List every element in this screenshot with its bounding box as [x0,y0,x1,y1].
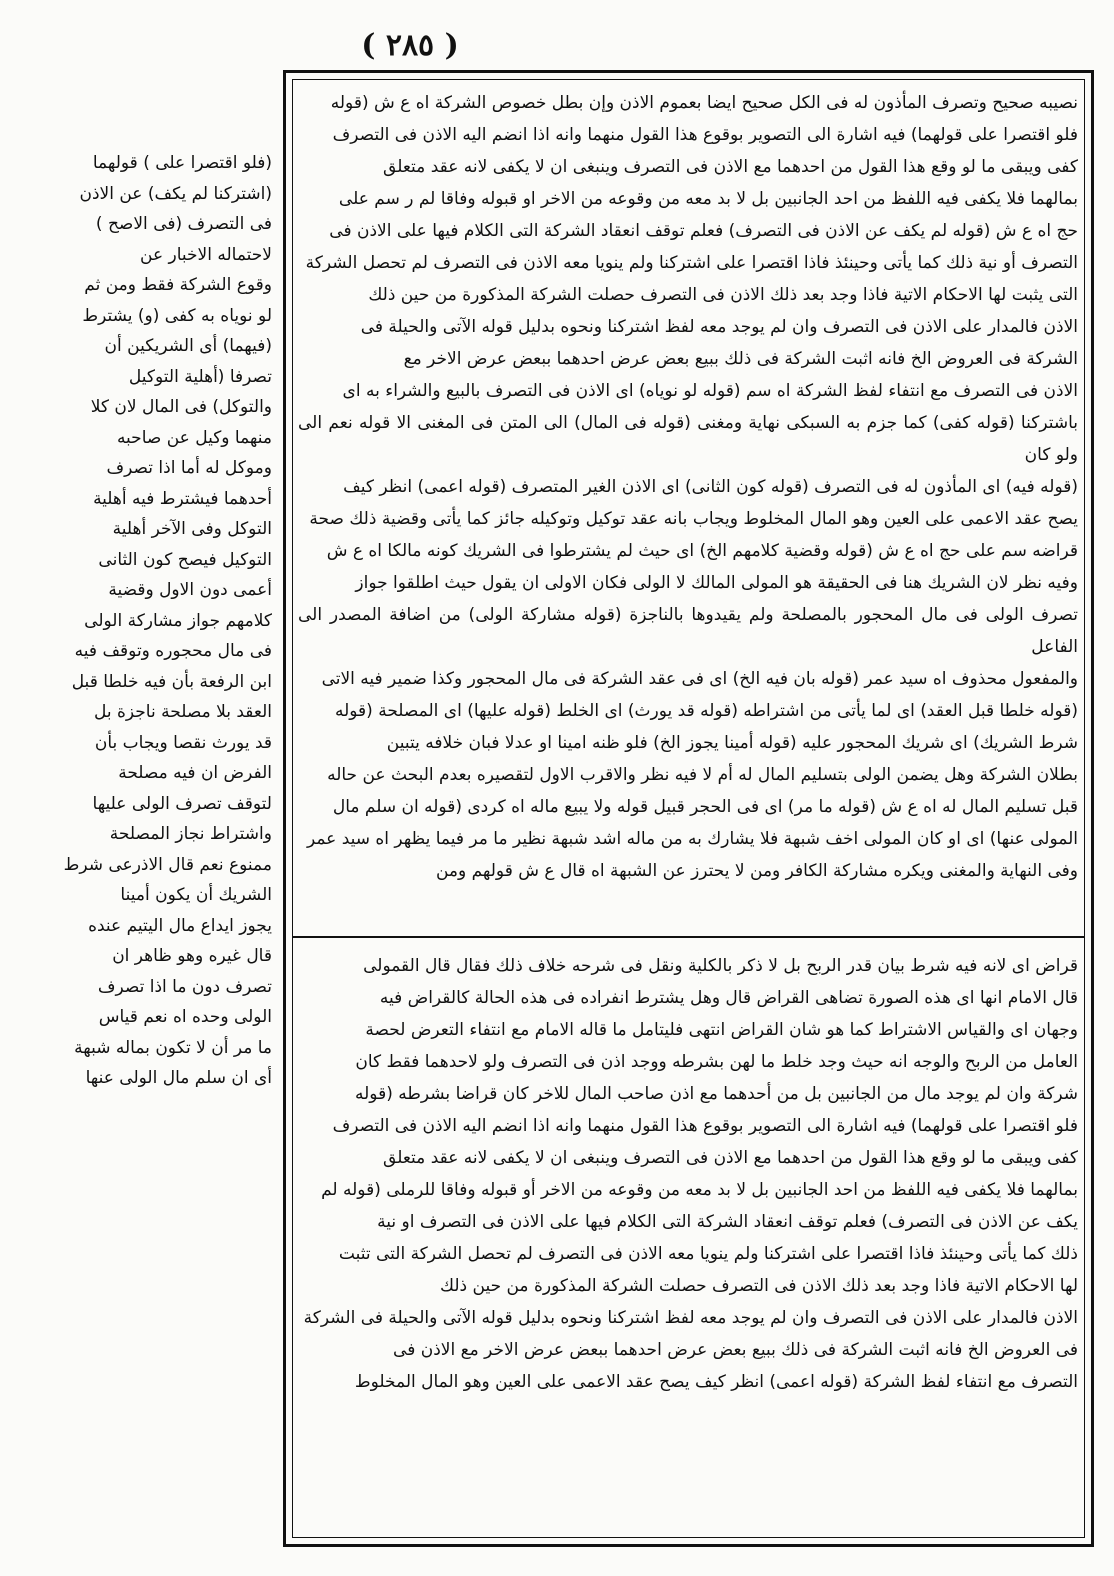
text-line: ذلك كما يأتى وحينئذ فاذا اقتصرا على اشتركنا ولم ينويا معه الاذن فى التصرف لم تحصل الشركة التى تثبت [338,1244,1078,1264]
text-line: تصرفا (أهلية التوكيل [128,366,272,387]
text-line: ممنوع نعم قال الاذرعى شرط [63,854,272,875]
text-line: واشتراط نجاز المصلحة [109,824,272,844]
text-line: بمالهما فلا يكفى فيه اللفظ من احد الجانبين بل لا بد معه من وقوعه من الاخر أو قبوله وفاقا للرملى (قوله لم [321,1180,1078,1200]
text-line: فلو اقتصرا على قولهما) فيه اشارة الى التصوير بوقوع هذا القول منهما وانه اذا انضم اليه الاذن فى التصرف [332,125,1078,145]
section-divider [293,936,1084,938]
text-line: التوكيل فيصح كون الثانى [98,549,272,570]
text-line: الاذن فى التصرف مع انتفاء لفظ الشركة اه سم (قوله لو نوياه) اى الاذن فى التصرف بالبيع والشراء به اى [342,381,1078,401]
main-commentary-upper [298,87,1078,932]
text-line: الاذن فالمدار على الاذن فى التصرف وان لم يوجد معه لفظ اشتركنا ونحوه بدليل قوله الآتى والحيلة فى [360,317,1078,337]
text-line: والمفعول محذوف اه سيد عمر (قوله بان فيه الخ) اى فى عقد الشركة فى مال المحجور وكذا ضمير فيه الاتى [321,669,1078,689]
text-line: الفرض ان فيه مصلحة [118,763,272,783]
text-line: تصرف الولى فى مال المحجور بالمصلحة ولم يقيدوها بالناجزة (قوله مشاركة الولى) من اضافة المصدر الى الفاعل [298,605,1078,657]
text-line: كلامهم جواز مشاركة الولى [84,610,272,631]
text-line: وموكل له أما اذا تصرف [106,458,272,478]
text-line: العقد بلا مصلحة ناجزة بل [94,702,272,722]
text-line: أى ان سلم مال الولى عنها [85,1068,272,1088]
text-line: التصرف مع انتفاء لفظ الشركة (قوله اعمى) انظر كيف يصح عقد الاعمى على العين وهو المال المخلوط [354,1372,1078,1392]
text-line: (فيهما) أى الشريكين أن [104,336,272,356]
text-line: وفى النهاية والمغنى ويكره مشاركة الكافر ومن لا يحترز عن الشبهة اه قال ع ش قولهم ومن [435,861,1078,881]
text-line: الشركة فى العروض الخ فانه اثبت الشركة فى ذلك ببيع بعض عرض احدهما ببعض عرض الاخر مع [403,349,1078,369]
text-line: الولى وحده اه نعم قياس [98,1007,272,1027]
text-line: قال غيره وهو ظاهر ان [112,946,272,966]
text-line: المولى عنها) اى او كان المولى اخف شبهة فلا يشارك به من ماله اشد شبهة نظير ما مر فيما يظهر اه سيد عمر [306,829,1078,849]
text-line: بطلان الشركة وهل يضمن الولى بتسليم المال له أم لا فيه نظر والاقرب الاول لتقصيره بعدم البحث عن حاله [327,765,1078,785]
text-line: نصيبه صحيح وتصرف المأذون له فى الكل صحيح ايضا بعموم الاذن وإن بطل خصوص الشركة اه ع ش (قوله [330,93,1078,113]
text-line: الشريك أن يكون أمينا [120,885,272,905]
text-line: ابن الرفعة بأن فيه خلطا قبل [71,671,272,692]
text-line: باشتركنا (قوله كفى) كما جزم به السبكى نهاية ومغنى (قوله فى المال) الى المتن فى المغنى الا قوله نعم الى ولو كان [298,413,1078,465]
text-line: التى يثبت لها الاحكام الاتية فاذا وجد بعد ذلك الاذن فى التصرف حصلت الشركة المذكورة من حين ذلك [368,285,1078,305]
text-line: قراضه سم على حج اه ع ش (قوله وقضية كلامهم الخ) اى حيث لم يشترطوا فى الشريك كونه مالكا اه ع ش [326,541,1078,561]
text-line: لتوقف تصرف الولى عليها [92,793,272,814]
text-line: كفى ويبقى ما لو وقع هذا القول من احدهما مع الاذن فى التصرف وينبغى ان لا يكفى لانه عقد متعلق [383,157,1078,177]
text-line: لها الاحكام الاتية فاذا وجد بعد ذلك الاذن فى التصرف حصلت الشركة المذكورة من حين ذلك [440,1276,1078,1296]
text-line: التوكل وفى الآخر أهلية [112,519,272,539]
text-line: أحدهما فيشترط فيه أهلية [93,488,272,509]
text-line: الاذن فالمدار على الاذن فى التصرف وان لم يوجد معه لفظ اشتركنا ونحوه بدليل قوله الآتى والحيلة فى الشركة [303,1308,1078,1328]
text-line: أعمى دون الاول وقضية [108,580,272,600]
text-line: يصح عقد الاعمى على العين وهو المال المخلوط ويجاب بانه عقد توكيل وتوكيله جائز كما يأتى وقضية ذلك صحة [309,509,1078,529]
text-line: قال الامام انها اى هذه الصورة تضاهى القراض قال وهل يشترط انفراده فى هذه الحالة كالقراض فيه [379,988,1078,1008]
text-line: حج اه ع ش (قوله لم يكف عن الاذن فى التصرف) فعلم توقف انعقاد الشركة التى الكلام فيها على الاذن فى [329,221,1078,241]
text-line: منهما وكيل عن صاحبه [116,427,272,448]
page-number: ( ٢٨٥ ) [361,28,459,63]
text-line: تصرف دون ما اذا تصرف [97,976,272,997]
text-line: فى مال محجوره وتوقف فيه [74,641,272,661]
text-line: وقوع الشركة فقط ومن ثم [84,275,272,295]
text-line: (اشتركنا لم يكف) عن الاذن [79,183,272,204]
text-line: فلو اقتصرا على قولهما) فيه اشارة الى التصوير بوقوع هذا القول منهما وانه اذا انضم اليه الاذن فى التصرف [332,1116,1078,1136]
text-line: التصرف أو نية ذلك كما يأتى وحينئذ فاذا اقتصرا على اشتركنا ولم ينويا معه الاذن فى التصرف لم تحصل الشركة [305,253,1078,273]
text-line: لو نوياه به كفى (و) يشترط [82,305,272,326]
text-line: قراض اى لانه فيه شرط بيان قدر الربح بل لا ذكر بالكلية ونقل فى شرحه خلاف ذلك فقال قال القمولى [363,956,1078,976]
text-line: شركة وان لم يوجد مال من الجانبين بل من أحدهما مع اذن صاحب المال للاخر كان قراضا بشرطه (قوله [355,1084,1078,1104]
text-line: كفى ويبقى ما لو وقع هذا القول من احدهما مع الاذن فى التصرف وينبغى ان لا يكفى لانه عقد متعلق [383,1148,1078,1168]
text-line: وجهان اى والقياس الاشتراط كما هو شان القراض انتهى فليتامل ما قاله الامام مع انتفاء التعرض لحصة [365,1020,1078,1040]
text-line: شرط الشريك) اى شريك المحجور عليه (قوله أمينا يجوز الخ) فلو ظنه امينا او عدلا فبان خلافه يتبين [386,733,1078,753]
text-line: فى التصرف (فى الاصح ) [95,214,272,234]
text-line: لاحتماله الاخبار عن [140,244,272,265]
text-line: قد يورث نقصا ويجاب بأن [94,732,272,753]
text-line: فى العروض الخ فانه اثبت الشركة فى ذلك ببيع بعض عرض احدهما ببعض عرض الاخر مع الاذن فى [393,1340,1078,1360]
margin-commentary [30,148,272,1428]
text-line: يكف عن الاذن فى التصرف) فعلم توقف انعقاد الشركة التى الكلام فيها على الاذن فى التصرف او نية [377,1212,1078,1232]
text-line: (قوله خلطا قبل العقد) اى لما يأتى من اشتراطه (قوله قد يورث) اى الخلط (قوله عليها) اى المصلحة (قوله [334,701,1078,721]
text-line: بمالهما فلا يكفى فيه اللفظ من احد الجانبين بل لا بد معه من وقوعه من الاخر او قبوله وفاقا لم ر سم على [338,189,1078,209]
main-commentary-lower [298,950,1078,1530]
text-line: قبل تسليم المال له اه ع ش (قوله ما مر) اى فى الحجر قبيل قوله ولا يبيع ماله اه كردى (قوله ان سلم مال [332,797,1078,817]
text-line: يجوز ايداع مال اليتيم عنده [88,915,272,936]
text-line: وفيه نظر لان الشريك هنا فى الحقيقة هو المولى المالك لا الولى فكان الاولى ان يقول حيث اطلقوا جواز [355,573,1078,593]
text-line: (فلو اقتصرا على ) قولهما [92,153,272,173]
text-line: العامل من الربح والوجه انه حيث وجد خلط ما لهن بشرطه ووجد اذن فى التصرف ولو لاحدهما فقط كان [355,1052,1078,1072]
text-line: ما مر أن لا تكون بماله شبهة [74,1037,272,1058]
text-line: (قوله فيه) اى المأذون له فى التصرف (قوله كون الثانى) اى الاذن الغير المتصرف (قوله اعمى) انظر كيف [343,477,1078,497]
text-line: والتوكل) فى المال لان كلا [90,397,272,417]
